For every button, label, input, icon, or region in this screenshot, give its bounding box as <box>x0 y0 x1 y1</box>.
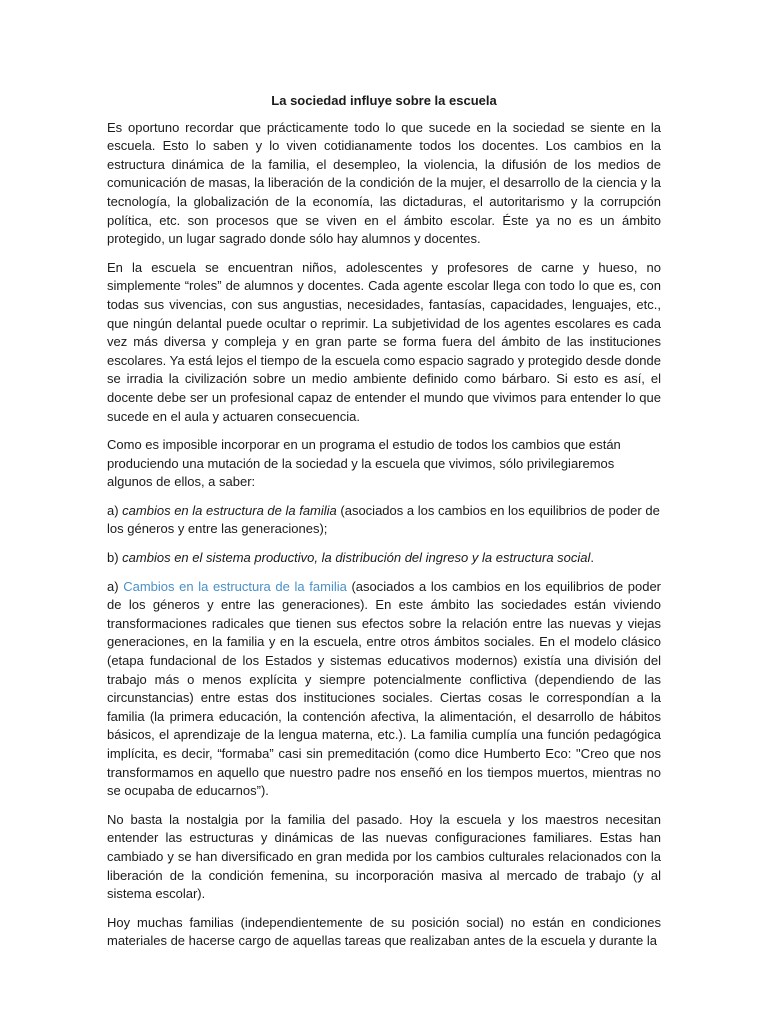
list-item-b <box>107 549 661 568</box>
paragraph-2: En la escuela se encuentran niños, adolescentes y profesores de carne y hueso, no simplemente “roles” de alumnos y docentes. Cada agente escolar llega con todo lo que es, con todas sus vivencias, con sus angustias, necesidades, fantasías, capacidades, lenguajes, etc., que ningún delantal puede ocultar o reprimir. La subjetividad de los agentes escolares es cada vez más diversa y compleja y en gran parte se forma fuera del ámbito de las instituciones escolares. Ya está lejos el tiempo de la escuela como espacio sagrado y protegido desde donde se irradia la civilización sobre un medio ambiente definido como bárbaro. Si esto es así, el docente debe ser un profesional capaz de entender el mundo que vivimos para entender lo que sucede en el aula y actuaren consecuencia. <box>107 259 661 424</box>
list-item-b-italic: cambios en el sistema productivo, la distribución del ingreso y la estructura social <box>122 550 591 566</box>
list-item-b-prefix: b) <box>107 550 123 566</box>
paragraph-1: Es oportuno recordar que prácticamente todo lo que sucede en la sociedad se siente en la escuela. Esto lo saben y lo viven cotidianamente todos los docentes. Los cambios en la estructura dinámica de la familia, el desempleo, la violencia, la difusión de los medios de comunicación de masas, la liberación de la condición de la mujer, el desarrollo de la ciencia y la tecnología, la globalización de la economía, las dictaduras, el autoritarismo y la corrupción política, etc. son procesos que se viven en el ámbito escolar. Éste ya no es un ámbito protegido, un lugar sagrado donde sólo hay alumnos y docentes. <box>107 119 661 247</box>
family-structure-link[interactable]: Cambios en la estructura de la familia <box>123 578 347 594</box>
paragraph-6-prefix: a) <box>107 578 124 594</box>
paragraph-7: No basta la nostalgia por la familia del pasado. Hoy la escuela y los maestros necesitan entender las estructuras y dinámicas de las nuevas configuraciones familiares. Estas han cambiado y se han diversificado en gran medida por los cambios culturales relacionados con la liberación de la condición femenina, su incorporación masiva al mercado de trabajo (y al sistema escolar). <box>107 811 661 902</box>
list-item-a-prefix: a) <box>107 502 123 518</box>
paragraph-6 <box>107 578 661 801</box>
list-item-a-italic: cambios en la estructura de la familia <box>122 502 337 518</box>
list-item-a-rest: (asociados a los cambios en los equilibrios de poder de los géneros y entre las generaciones); <box>107 502 660 537</box>
list-item-a <box>107 502 661 539</box>
paragraph-8: Hoy muchas familias (independientemente de su posición social) no están en condiciones materiales de hacerse cargo de aquellas tareas que realizaban antes de la escuela y durante la <box>107 914 661 949</box>
list-item-b-rest: . <box>590 550 595 566</box>
paragraph-3: Como es imposible incorporar en un programa el estudio de todos los cambios que están produciendo una mutación de la sociedad y la escuela que vivimos, sólo privilegiaremos algunos de ellos, a saber: <box>107 437 621 490</box>
document-title: La sociedad influye sobre la escuela <box>271 93 497 108</box>
paragraph-6-rest: (asociados a los cambios en los equilibrios de poder de los géneros y entre las generaciones). En este ámbito las sociedades están viviendo transformaciones radicales que tienen sus efectos sobre la relación entre las nuevas y viejas generaciones, en la familia y en la escuela, entre otros ámbitos sociales. En el modelo clásico (etapa fundacional de los Estados y sistemas educativos modernos) existía una división del trabajo más o menos explícita y siempre potencialmente conflictiva (dependiendo de las circunstancias) entre estas dos instituciones sociales. Ciertas cosas le correspondían a la familia (la primera educación, la contención afectiva, la alimentación, el desarrollo de hábitos básicos, el aprendizaje de la lengua materna, etc.). La familia cumplía una función pedagógica implícita, es decir, “formaba” casi sin premeditación (como dice Humberto Eco: "Creo que nos transformamos en aquello que nuestro padre nos enseñó en los tiempos muertos, mientras no se ocupaba de educarnos”). <box>107 578 662 799</box>
